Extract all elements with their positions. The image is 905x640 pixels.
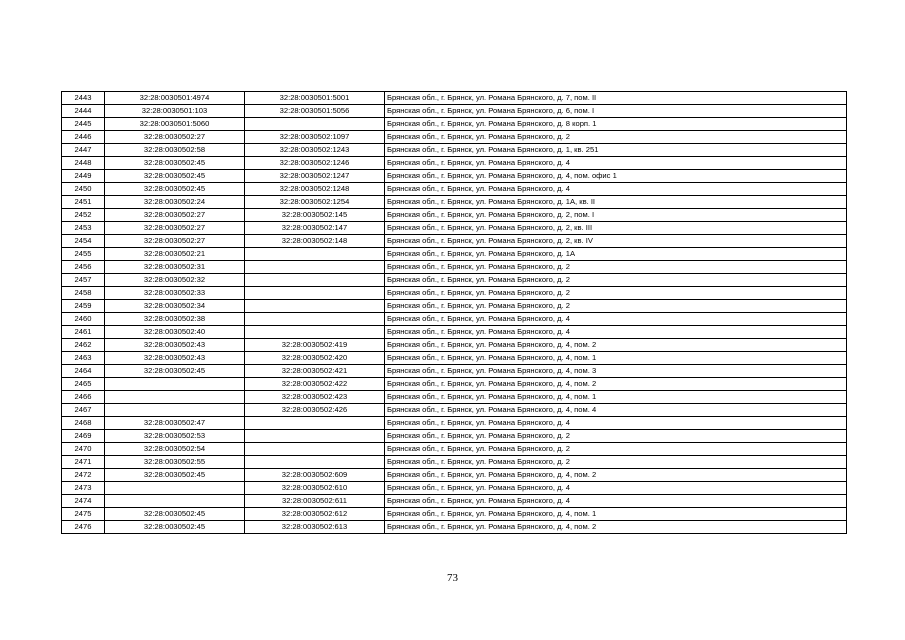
address-cell: Брянская обл., г. Брянск, ул. Романа Брянского, д. 4, пом. 2 (385, 521, 847, 534)
row-number-cell: 2445 (62, 118, 105, 131)
table-row (62, 495, 847, 508)
row-number-cell: 2456 (62, 261, 105, 274)
address-cell: Брянская обл., г. Брянск, ул. Романа Брянского, д. 4, пом. 1 (385, 508, 847, 521)
table-row (62, 430, 847, 443)
cadastral-number-cell: 32:28:0030502:45 (105, 183, 245, 196)
address-cell: Брянская обл., г. Брянск, ул. Романа Брянского, д. 2 (385, 443, 847, 456)
address-cell: Брянская обл., г. Брянск, ул. Романа Брянского, д. 4 (385, 482, 847, 495)
object-number-cell: 32:28:0030502:612 (245, 508, 385, 521)
address-cell: Брянская обл., г. Брянск, ул. Романа Брянского, д. 1, кв. 251 (385, 144, 847, 157)
row-number-cell: 2465 (62, 378, 105, 391)
address-cell: Брянская обл., г. Брянск, ул. Романа Брянского, д. 4, пом. 1 (385, 391, 847, 404)
object-number-cell (245, 456, 385, 469)
cadastral-number-cell: 32:28:0030502:33 (105, 287, 245, 300)
row-number-cell: 2459 (62, 300, 105, 313)
row-number-cell: 2455 (62, 248, 105, 261)
address-cell: Брянская обл., г. Брянск, ул. Романа Брянского, д. 2, кв. IV (385, 235, 847, 248)
object-number-cell: 32:28:0030502:420 (245, 352, 385, 365)
row-number-cell: 2460 (62, 313, 105, 326)
object-number-cell (245, 313, 385, 326)
object-number-cell (245, 118, 385, 131)
row-number-cell: 2444 (62, 105, 105, 118)
address-cell: Брянская обл., г. Брянск, ул. Романа Брянского, д. 2, пом. I (385, 209, 847, 222)
cadastral-number-cell: 32:28:0030501:4974 (105, 92, 245, 105)
cadastral-number-cell: 32:28:0030502:45 (105, 469, 245, 482)
row-number-cell: 2475 (62, 508, 105, 521)
table-row (62, 417, 847, 430)
cadastral-number-cell: 32:28:0030502:58 (105, 144, 245, 157)
table-row (62, 209, 847, 222)
table-row (62, 274, 847, 287)
object-number-cell: 32:28:0030502:611 (245, 495, 385, 508)
object-number-cell (245, 443, 385, 456)
object-number-cell: 32:28:0030502:1097 (245, 131, 385, 144)
table-row (62, 222, 847, 235)
table-row (62, 131, 847, 144)
row-number-cell: 2474 (62, 495, 105, 508)
object-number-cell (245, 261, 385, 274)
address-cell: Брянская обл., г. Брянск, ул. Романа Брянского, д. 7, пом. II (385, 92, 847, 105)
row-number-cell: 2452 (62, 209, 105, 222)
object-number-cell (245, 274, 385, 287)
page-number: 73 (447, 572, 458, 584)
cadastral-table (61, 91, 847, 534)
cadastral-number-cell: 32:28:0030502:54 (105, 443, 245, 456)
table-row (62, 326, 847, 339)
address-cell: Брянская обл., г. Брянск, ул. Романа Брянского, д. 2 (385, 274, 847, 287)
object-number-cell: 32:28:0030502:609 (245, 469, 385, 482)
cadastral-number-cell: 32:28:0030502:31 (105, 261, 245, 274)
table-row (62, 235, 847, 248)
cadastral-number-cell: 32:28:0030502:47 (105, 417, 245, 430)
address-cell: Брянская обл., г. Брянск, ул. Романа Брянского, д. 4 (385, 157, 847, 170)
address-cell: Брянская обл., г. Брянск, ул. Романа Брянского, д. 4 (385, 183, 847, 196)
address-cell: Брянская обл., г. Брянск, ул. Романа Брянского, д. 4 (385, 495, 847, 508)
object-number-cell: 32:28:0030502:610 (245, 482, 385, 495)
object-number-cell (245, 417, 385, 430)
address-cell: Брянская обл., г. Брянск, ул. Романа Брянского, д. 1А (385, 248, 847, 261)
object-number-cell: 32:28:0030502:1248 (245, 183, 385, 196)
address-cell: Брянская обл., г. Брянск, ул. Романа Брянского, д. 8 корп. 1 (385, 118, 847, 131)
object-number-cell: 32:28:0030502:426 (245, 404, 385, 417)
address-cell: Брянская обл., г. Брянск, ул. Романа Брянского, д. 2 (385, 430, 847, 443)
cadastral-number-cell: 32:28:0030501:5060 (105, 118, 245, 131)
row-number-cell: 2453 (62, 222, 105, 235)
address-cell: Брянская обл., г. Брянск, ул. Романа Брянского, д. 2 (385, 261, 847, 274)
cadastral-number-cell: 32:28:0030502:27 (105, 131, 245, 144)
table-row (62, 339, 847, 352)
address-cell: Брянская обл., г. Брянск, ул. Романа Брянского, д. 4 (385, 313, 847, 326)
row-number-cell: 2466 (62, 391, 105, 404)
address-cell: Брянская обл., г. Брянск, ул. Романа Брянского, д. 2 (385, 456, 847, 469)
row-number-cell: 2457 (62, 274, 105, 287)
object-number-cell: 32:28:0030502:148 (245, 235, 385, 248)
row-number-cell: 2470 (62, 443, 105, 456)
row-number-cell: 2451 (62, 196, 105, 209)
cadastral-number-cell: 32:28:0030502:45 (105, 521, 245, 534)
row-number-cell: 2446 (62, 131, 105, 144)
address-cell: Брянская обл., г. Брянск, ул. Романа Брянского, д. 6, пом. I (385, 105, 847, 118)
row-number-cell: 2468 (62, 417, 105, 430)
cadastral-number-cell (105, 378, 245, 391)
object-number-cell: 32:28:0030502:421 (245, 365, 385, 378)
cadastral-number-cell (105, 404, 245, 417)
cadastral-number-cell: 32:28:0030501:103 (105, 105, 245, 118)
cadastral-number-cell: 32:28:0030502:43 (105, 352, 245, 365)
table-row (62, 144, 847, 157)
address-cell: Брянская обл., г. Брянск, ул. Романа Брянского, д. 4, пом. 3 (385, 365, 847, 378)
object-number-cell: 32:28:0030502:1247 (245, 170, 385, 183)
object-number-cell: 32:28:0030502:423 (245, 391, 385, 404)
cadastral-number-cell (105, 495, 245, 508)
row-number-cell: 2454 (62, 235, 105, 248)
address-cell: Брянская обл., г. Брянск, ул. Романа Брянского, д. 4, пом. офис 1 (385, 170, 847, 183)
cadastral-number-cell: 32:28:0030502:55 (105, 456, 245, 469)
row-number-cell: 2462 (62, 339, 105, 352)
object-number-cell: 32:28:0030501:5001 (245, 92, 385, 105)
row-number-cell: 2472 (62, 469, 105, 482)
cadastral-number-cell: 32:28:0030502:45 (105, 508, 245, 521)
cadastral-number-cell: 32:28:0030502:21 (105, 248, 245, 261)
table-row (62, 352, 847, 365)
cadastral-number-cell: 32:28:0030502:45 (105, 170, 245, 183)
row-number-cell: 2463 (62, 352, 105, 365)
cadastral-number-cell: 32:28:0030502:45 (105, 365, 245, 378)
address-cell: Брянская обл., г. Брянск, ул. Романа Брянского, д. 2 (385, 300, 847, 313)
cadastral-number-cell: 32:28:0030502:24 (105, 196, 245, 209)
table-row (62, 92, 847, 105)
object-number-cell: 32:28:0030502:1243 (245, 144, 385, 157)
table-body (62, 92, 847, 534)
row-number-cell: 2473 (62, 482, 105, 495)
row-number-cell: 2467 (62, 404, 105, 417)
cadastral-number-cell: 32:28:0030502:43 (105, 339, 245, 352)
address-cell: Брянская обл., г. Брянск, ул. Романа Брянского, д. 4 (385, 417, 847, 430)
object-number-cell: 32:28:0030502:419 (245, 339, 385, 352)
object-number-cell: 32:28:0030502:422 (245, 378, 385, 391)
row-number-cell: 2443 (62, 92, 105, 105)
address-cell: Брянская обл., г. Брянск, ул. Романа Брянского, д. 4, пом. 1 (385, 352, 847, 365)
table-row (62, 365, 847, 378)
cadastral-number-cell: 32:28:0030502:27 (105, 209, 245, 222)
object-number-cell (245, 300, 385, 313)
table-row (62, 391, 847, 404)
row-number-cell: 2464 (62, 365, 105, 378)
cadastral-number-cell: 32:28:0030502:45 (105, 157, 245, 170)
cadastral-number-cell: 32:28:0030502:27 (105, 222, 245, 235)
table-row (62, 508, 847, 521)
table-row (62, 248, 847, 261)
row-number-cell: 2458 (62, 287, 105, 300)
address-cell: Брянская обл., г. Брянск, ул. Романа Брянского, д. 2, кв. III (385, 222, 847, 235)
row-number-cell: 2476 (62, 521, 105, 534)
address-cell: Брянская обл., г. Брянск, ул. Романа Брянского, д. 1А, кв. II (385, 196, 847, 209)
address-cell: Брянская обл., г. Брянск, ул. Романа Брянского, д. 4, пом. 4 (385, 404, 847, 417)
cadastral-number-cell (105, 482, 245, 495)
row-number-cell: 2449 (62, 170, 105, 183)
object-number-cell: 32:28:0030502:145 (245, 209, 385, 222)
cadastral-number-cell: 32:28:0030502:53 (105, 430, 245, 443)
row-number-cell: 2448 (62, 157, 105, 170)
row-number-cell: 2461 (62, 326, 105, 339)
object-number-cell: 32:28:0030502:1254 (245, 196, 385, 209)
object-number-cell: 32:28:0030501:5056 (245, 105, 385, 118)
table-row (62, 482, 847, 495)
object-number-cell (245, 287, 385, 300)
address-cell: Брянская обл., г. Брянск, ул. Романа Брянского, д. 4, пом. 2 (385, 339, 847, 352)
row-number-cell: 2471 (62, 456, 105, 469)
row-number-cell: 2447 (62, 144, 105, 157)
table-row (62, 196, 847, 209)
object-number-cell (245, 248, 385, 261)
cadastral-number-cell: 32:28:0030502:40 (105, 326, 245, 339)
address-cell: Брянская обл., г. Брянск, ул. Романа Брянского, д. 4 (385, 326, 847, 339)
table-row (62, 261, 847, 274)
cadastral-number-cell: 32:28:0030502:27 (105, 235, 245, 248)
table-row (62, 183, 847, 196)
table-row (62, 300, 847, 313)
table-row (62, 105, 847, 118)
object-number-cell: 32:28:0030502:1246 (245, 157, 385, 170)
table-row (62, 287, 847, 300)
table-row (62, 157, 847, 170)
table-row (62, 170, 847, 183)
address-cell: Брянская обл., г. Брянск, ул. Романа Брянского, д. 2 (385, 131, 847, 144)
address-cell: Брянская обл., г. Брянск, ул. Романа Брянского, д. 4, пом. 2 (385, 378, 847, 391)
address-cell: Брянская обл., г. Брянск, ул. Романа Брянского, д. 4, пом. 2 (385, 469, 847, 482)
table-row (62, 456, 847, 469)
table-row (62, 378, 847, 391)
object-number-cell (245, 430, 385, 443)
cadastral-number-cell: 32:28:0030502:34 (105, 300, 245, 313)
table-row (62, 313, 847, 326)
cadastral-number-cell: 32:28:0030502:38 (105, 313, 245, 326)
object-number-cell: 32:28:0030502:613 (245, 521, 385, 534)
cadastral-number-cell: 32:28:0030502:32 (105, 274, 245, 287)
cadastral-number-cell (105, 391, 245, 404)
table-row (62, 521, 847, 534)
object-number-cell (245, 326, 385, 339)
table-row (62, 443, 847, 456)
row-number-cell: 2469 (62, 430, 105, 443)
row-number-cell: 2450 (62, 183, 105, 196)
table-row (62, 469, 847, 482)
table-row (62, 404, 847, 417)
object-number-cell: 32:28:0030502:147 (245, 222, 385, 235)
table-row (62, 118, 847, 131)
address-cell: Брянская обл., г. Брянск, ул. Романа Брянского, д. 2 (385, 287, 847, 300)
